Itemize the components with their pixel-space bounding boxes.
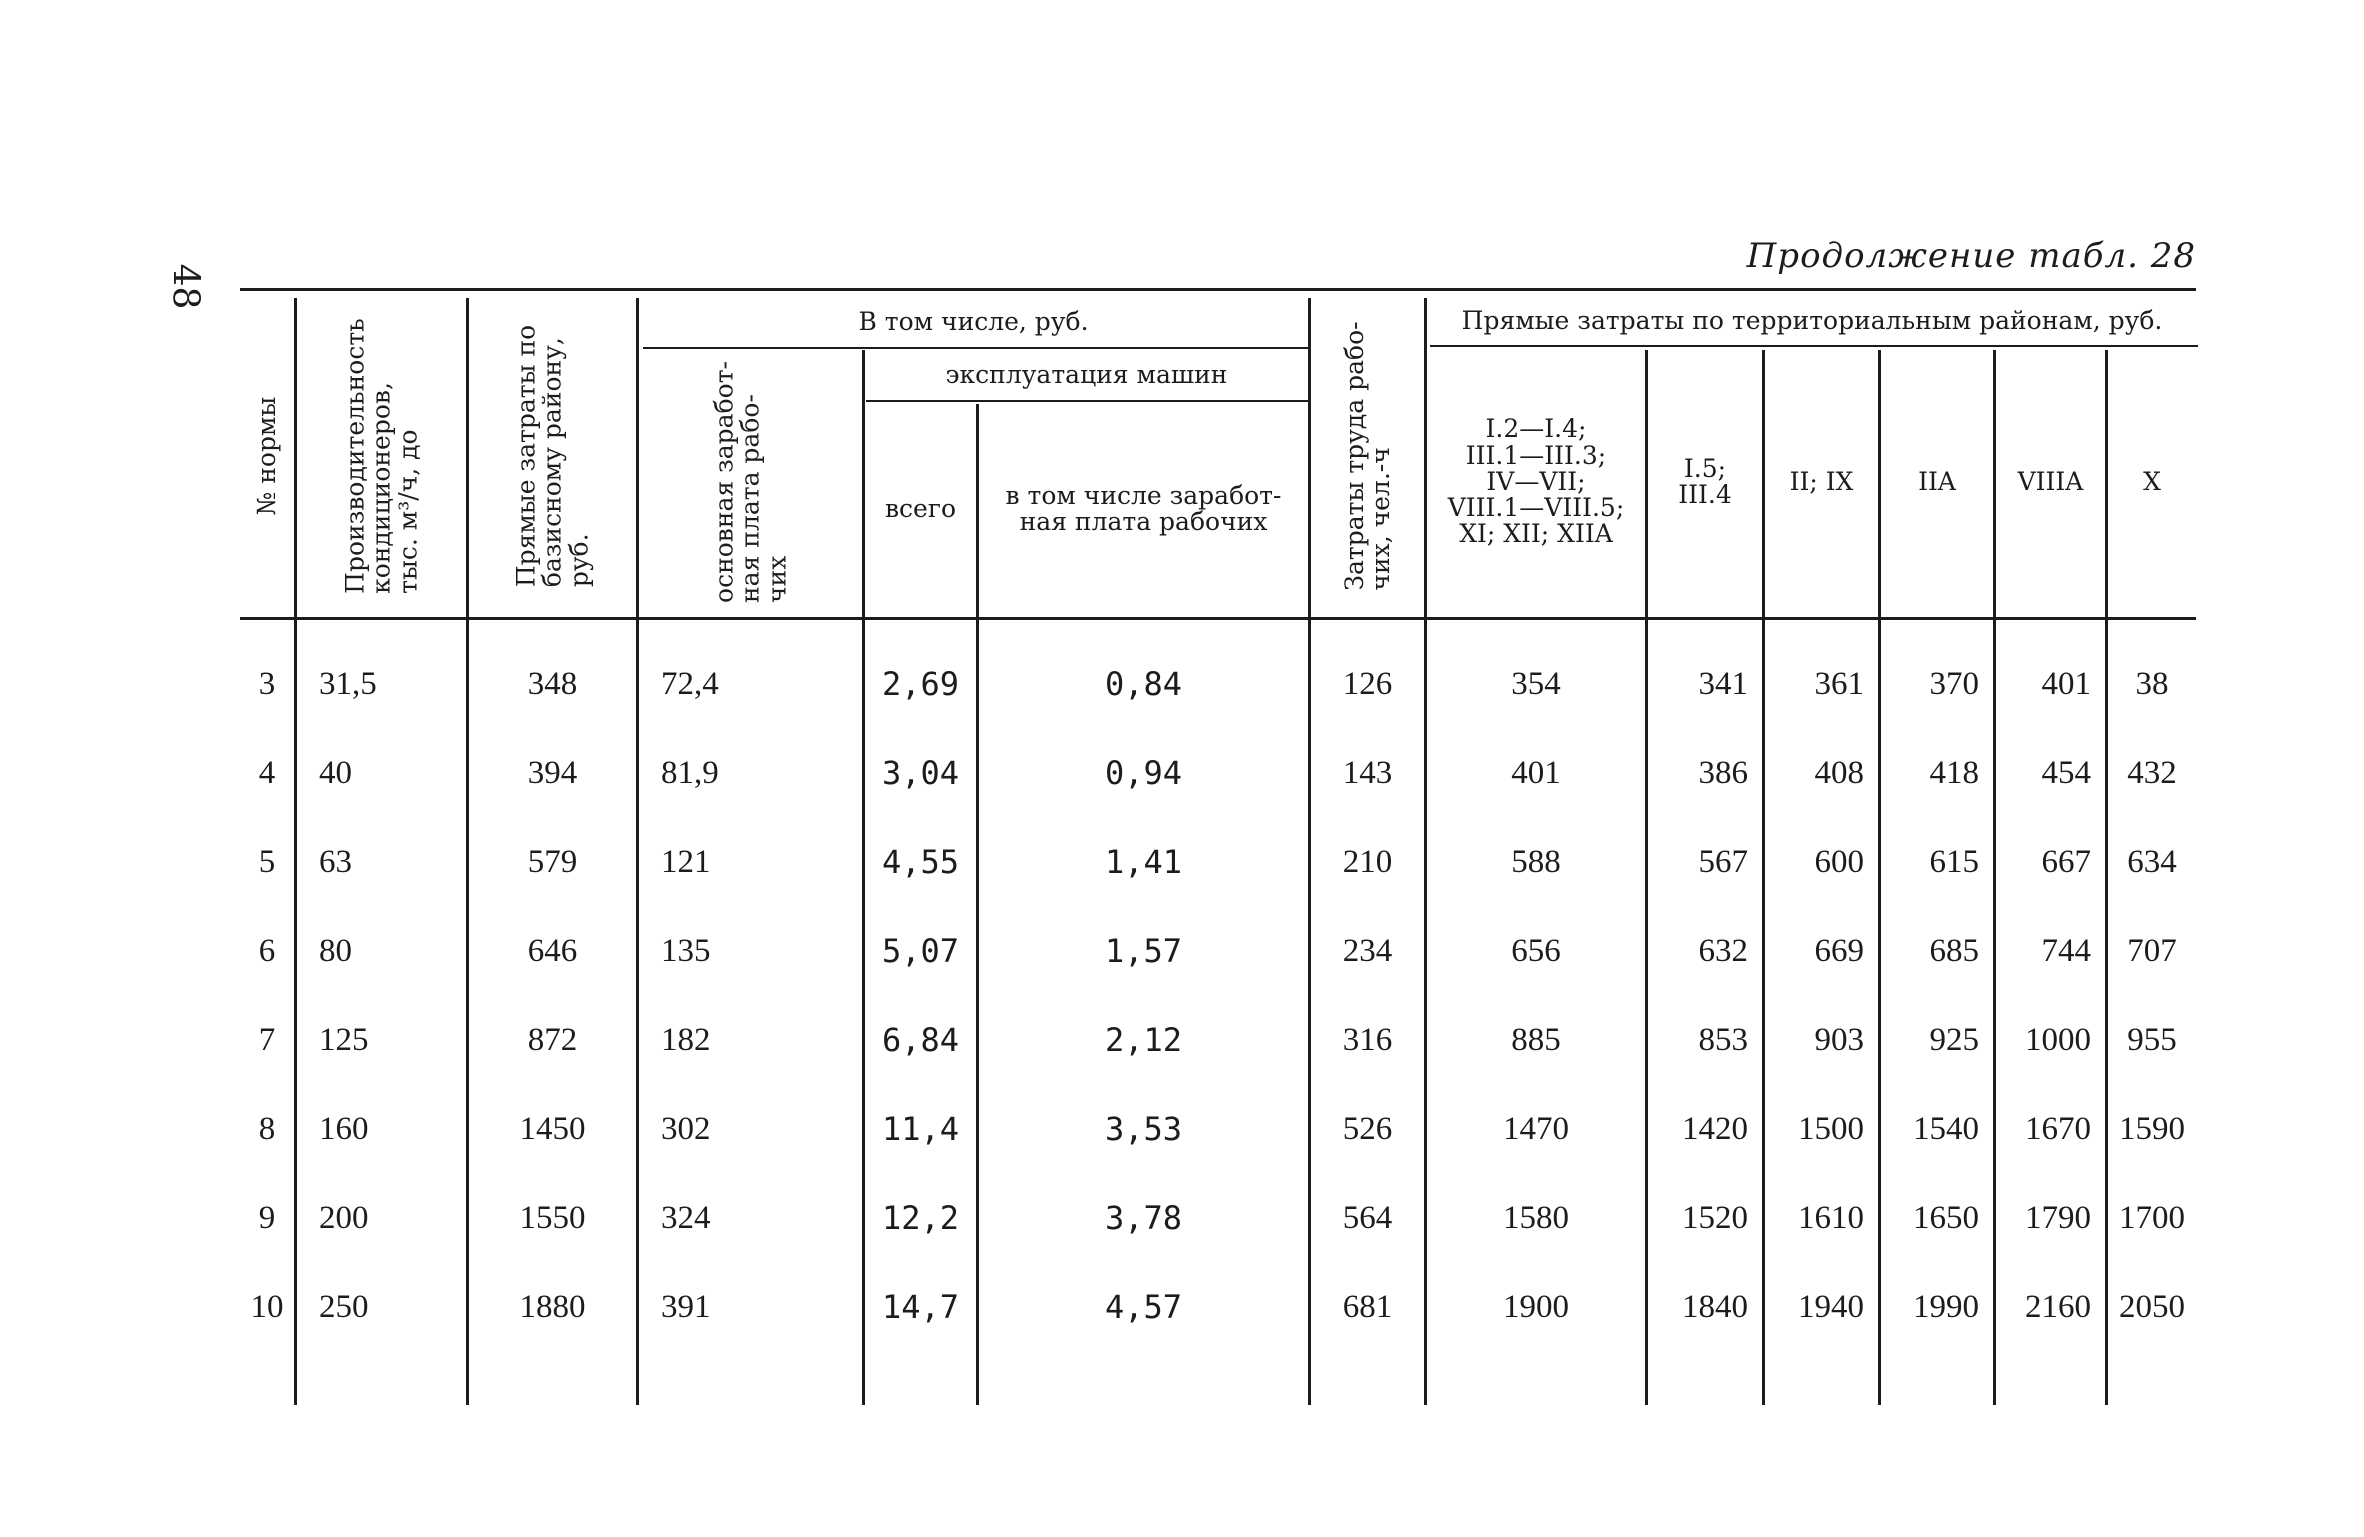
cell-r3: 669 [1814, 932, 1864, 969]
header-direct-base: Прямые затраты по базисному району, руб. [511, 324, 593, 588]
cell-cap: 40 [319, 754, 352, 791]
cell-r5: 401 [2041, 665, 2091, 702]
cell-r2: 1840 [1682, 1288, 1748, 1325]
cell-r1: 588 [1511, 843, 1561, 880]
cell-labor: 234 [1342, 932, 1393, 969]
cell-r6: 955 [2127, 1021, 2177, 1058]
regions-group-rule [1430, 345, 2198, 347]
cell-wage: 302 [661, 1110, 711, 1147]
cell-base: 348 [527, 665, 578, 702]
cell-num: 8 [258, 1110, 276, 1147]
cell-r5: 454 [2041, 754, 2091, 791]
header-region-2: I.5; III.4 [1678, 453, 1732, 509]
cell-r4: 685 [1929, 932, 1979, 969]
table-top-rule [240, 288, 2196, 291]
cell-num: 4 [258, 754, 276, 791]
cell-r6: 707 [2127, 932, 2177, 969]
cell-num: 6 [258, 932, 276, 969]
header-region-5: VIIIA [2017, 466, 2084, 496]
cell-r2: 386 [1698, 754, 1748, 791]
cell-r2: 567 [1698, 843, 1748, 880]
cell-r1: 656 [1511, 932, 1561, 969]
cell-labor: 564 [1342, 1199, 1393, 1236]
cell-base: 872 [527, 1021, 578, 1058]
cell-r1: 401 [1511, 754, 1561, 791]
cell-r3: 408 [1814, 754, 1864, 791]
cell-labor: 681 [1342, 1288, 1393, 1325]
cell-r5: 667 [2041, 843, 2091, 880]
cell-r3: 1500 [1798, 1110, 1864, 1147]
cell-r1: 885 [1511, 1021, 1561, 1058]
cell-labor: 526 [1342, 1110, 1393, 1147]
cell-labor: 126 [1342, 665, 1393, 702]
cell-r4: 370 [1929, 665, 1979, 702]
cell-r3: 361 [1814, 665, 1864, 702]
cell-cap: 250 [319, 1288, 369, 1325]
cell-num: 3 [258, 665, 276, 702]
header-region-3: II; IX [1789, 466, 1854, 496]
cell-base: 1550 [519, 1199, 586, 1236]
header-bottom-rule [240, 617, 2196, 620]
cell-cap: 80 [319, 932, 352, 969]
cell-r5: 1790 [2025, 1199, 2091, 1236]
cell-r4: 1990 [1913, 1288, 1979, 1325]
cell-num: 9 [258, 1199, 276, 1236]
cell-r4: 1650 [1913, 1199, 1979, 1236]
cell-r4: 925 [1929, 1021, 1979, 1058]
cell-r4: 615 [1929, 843, 1979, 880]
cell-mwage: 3,53 [1104, 1110, 1183, 1148]
cell-cap: 31,5 [319, 665, 377, 702]
cell-wage: 324 [661, 1199, 711, 1236]
cell-labor: 316 [1342, 1021, 1393, 1058]
cell-mwage: 1,41 [1104, 843, 1183, 881]
cell-labor: 143 [1342, 754, 1393, 791]
cell-r5: 2160 [2025, 1288, 2091, 1325]
cell-r2: 1520 [1682, 1199, 1748, 1236]
cell-r6: 1700 [2119, 1199, 2185, 1236]
cell-r6: 2050 [2119, 1288, 2185, 1325]
cell-base: 394 [527, 754, 578, 791]
cell-r4: 418 [1929, 754, 1979, 791]
header-norm-number: № нормы [251, 396, 281, 516]
cell-r6: 38 [2135, 665, 2169, 702]
cell-cap: 125 [319, 1021, 369, 1058]
cell-r3: 600 [1814, 843, 1864, 880]
header-incl-group: В том числе, руб. [858, 306, 1089, 336]
header-machines-wage: в том числе заработ- ная плата рабочих [1005, 480, 1282, 536]
cell-base: 1450 [519, 1110, 586, 1147]
cell-r1: 1900 [1503, 1288, 1569, 1325]
cell-mach: 3,04 [881, 754, 960, 792]
table-caption: Продолжение табл. 28 [1746, 236, 2196, 276]
header-region-6: X [2143, 466, 2161, 496]
cell-base: 646 [527, 932, 578, 969]
cell-mwage: 4,57 [1104, 1288, 1183, 1326]
cell-wage: 182 [661, 1021, 711, 1058]
cell-r6: 634 [2127, 843, 2177, 880]
cell-r1: 1470 [1503, 1110, 1569, 1147]
cell-r2: 632 [1698, 932, 1748, 969]
header-capacity: Производительность кондиционеров, тыс. м³/ч, до [340, 318, 422, 594]
cell-r5: 1670 [2025, 1110, 2091, 1147]
cell-r5: 1000 [2025, 1021, 2091, 1058]
cell-mwage: 3,78 [1104, 1199, 1183, 1237]
cell-r3: 1610 [1798, 1199, 1864, 1236]
cell-mach: 11,4 [881, 1110, 960, 1148]
cell-num: 7 [258, 1021, 276, 1058]
cell-num: 5 [258, 843, 276, 880]
cell-r2: 853 [1698, 1021, 1748, 1058]
cell-r6: 432 [2127, 754, 2177, 791]
machines-group-rule [866, 400, 1308, 402]
page-number: 48 [164, 263, 206, 310]
header-machines-total: всего [884, 493, 957, 523]
cell-cap: 200 [319, 1199, 369, 1236]
cell-r2: 1420 [1682, 1110, 1748, 1147]
header-labor: Затраты труда рабо- чих, чел.-ч [1339, 321, 1395, 591]
cell-wage: 391 [661, 1288, 711, 1325]
cell-r3: 1940 [1798, 1288, 1864, 1325]
incl-group-rule [643, 347, 1308, 349]
cell-labor: 210 [1342, 843, 1393, 880]
cell-num: 10 [250, 1288, 284, 1325]
cell-mwage: 0,94 [1104, 754, 1183, 792]
cell-mach: 5,07 [881, 932, 960, 970]
cell-cap: 160 [319, 1110, 369, 1147]
cell-r2: 341 [1698, 665, 1748, 702]
header-region-4: IIA [1918, 466, 1956, 496]
cell-mach: 14,7 [881, 1288, 960, 1326]
cell-mach: 12,2 [881, 1199, 960, 1237]
cell-r5: 744 [2041, 932, 2091, 969]
cell-mwage: 1,57 [1104, 932, 1183, 970]
cell-mwage: 2,12 [1104, 1021, 1183, 1059]
cell-r1: 354 [1511, 665, 1561, 702]
header-region-1: I.2—I.4; III.1—III.3; IV—VII; VIII.1—VIII.5; XI; XII; XIIA [1447, 414, 1625, 549]
cell-mach: 4,55 [881, 843, 960, 881]
header-machines-group: эксплуатация машин [945, 359, 1228, 389]
cell-base: 579 [527, 843, 578, 880]
cell-r4: 1540 [1913, 1110, 1979, 1147]
cell-base: 1880 [519, 1288, 586, 1325]
cell-mach: 6,84 [881, 1021, 960, 1059]
cell-wage: 121 [661, 843, 711, 880]
cell-r6: 1590 [2119, 1110, 2185, 1147]
cell-mwage: 0,84 [1104, 665, 1183, 703]
cell-r3: 903 [1814, 1021, 1864, 1058]
cell-r1: 1580 [1503, 1199, 1569, 1236]
header-base-wage: основная заработ- ная плата рабо- чих [709, 361, 791, 603]
header-regions-group: Прямые затраты по территориальным районам, руб. [1461, 305, 2163, 335]
cell-wage: 135 [661, 932, 711, 969]
cell-wage: 72,4 [661, 665, 719, 702]
cell-cap: 63 [319, 843, 352, 880]
cell-wage: 81,9 [661, 754, 719, 791]
cell-mach: 2,69 [881, 665, 960, 703]
